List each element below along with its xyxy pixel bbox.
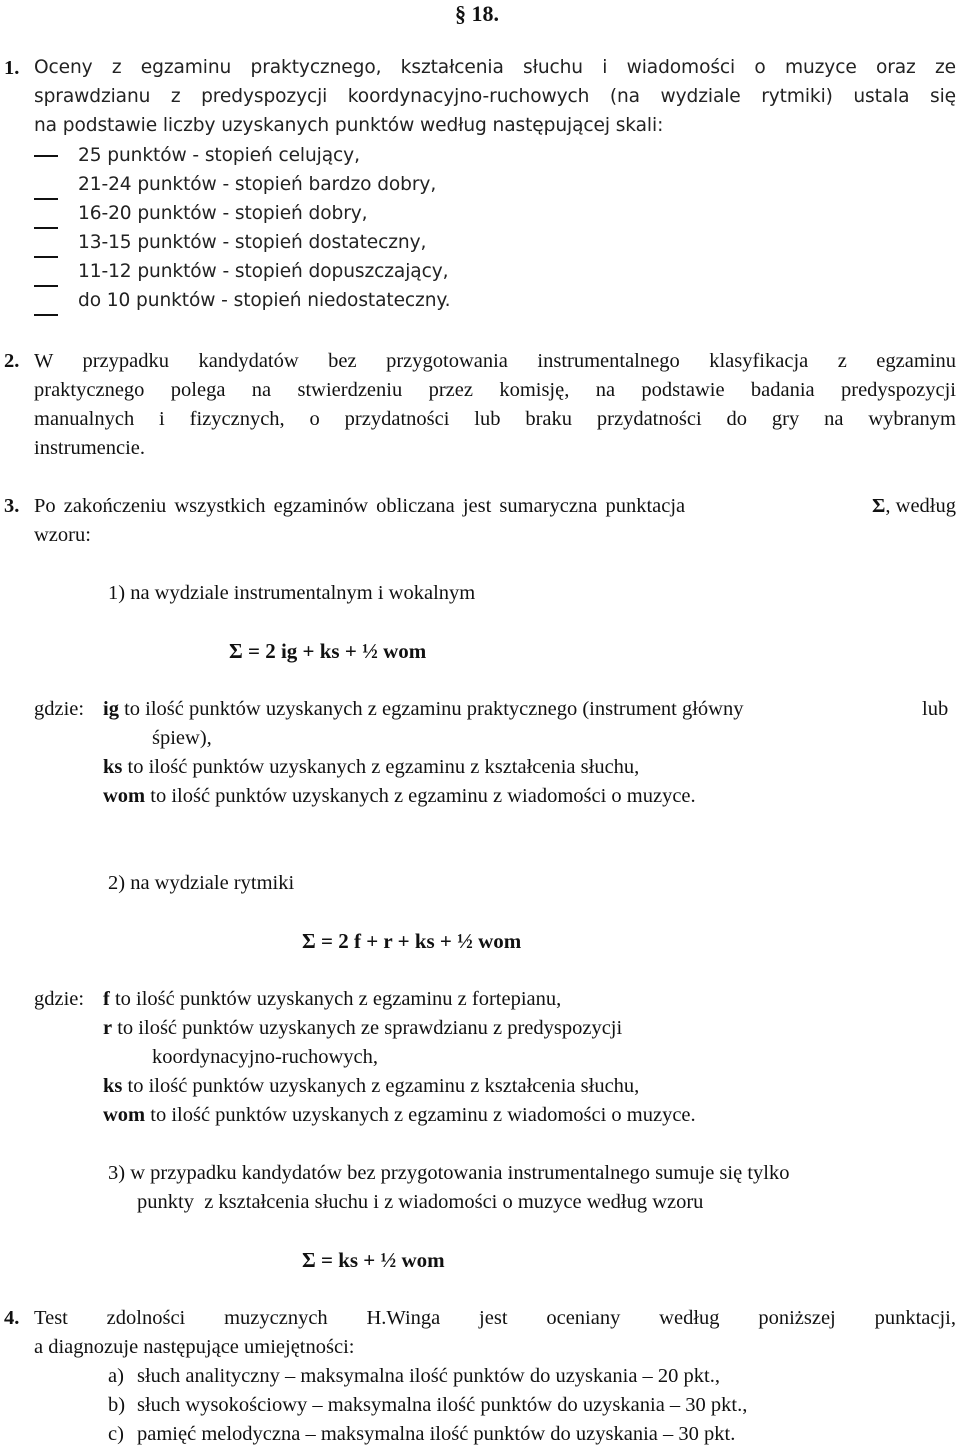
list-marker: c) (108, 1423, 124, 1445)
point-2-line-1: W przypadku kandydatów bez przygotowania instrumentalnego klasyfikacja z egzaminu (34, 350, 956, 372)
sub-1-heading: 1) na wydziale instrumentalnym i wokalnym (108, 582, 476, 604)
gdzie-label: gdzie: (34, 698, 85, 720)
list-marker: a) (108, 1365, 124, 1387)
point-3-line-2: wzoru: (34, 524, 91, 546)
point-4-number: 4. (4, 1307, 20, 1329)
point-1-number: 1. (4, 57, 20, 79)
point-2-line-2: praktycznego polega na stwierdzeniu przez komisję, na podstawie badania predyspozycji (34, 379, 956, 401)
point-3-line-1 (34, 496, 956, 517)
scale-dash (34, 227, 58, 229)
scale-dash (34, 285, 58, 287)
list-marker: b) (108, 1394, 126, 1416)
scale-dash (34, 198, 58, 200)
term: f (103, 988, 110, 1010)
scale-item: 25 punktów - stopień celujący, (78, 145, 360, 166)
term: ks (103, 756, 123, 778)
scale-dash (34, 314, 58, 316)
definition-wom: wom to ilość punktów uzyskanych z egzaminu z wiadomości o muzyce. (103, 1104, 696, 1126)
point-3-number: 3. (4, 495, 20, 517)
point-3-text: Po zakończeniu wszystkich egzaminów obliczana jest sumaryczna punktacja (34, 495, 686, 517)
point-2-line-3: manualnych i fizycznych, o przydatności lub braku przydatności do gry na wybranym (34, 408, 956, 430)
section-number: § 18. (455, 1, 499, 26)
term: ig (103, 698, 119, 720)
sub-3-line-1: 3) w przypadku kandydatów bez przygotowania instrumentalnego sumuje się tylko (108, 1162, 790, 1184)
point-4-line-1: Test zdolności muzycznych H.Winga jest oceniany według poniższej punktacji, (34, 1307, 956, 1329)
scale-dash (34, 256, 58, 258)
formula-3: Σ = ks + ½ wom (302, 1248, 445, 1272)
term: ks (103, 1075, 123, 1097)
scale-item: 13-15 punktów - stopień dostateczny, (78, 232, 427, 253)
list-item: pamięć melodyczna – maksymalna ilość punktów do uzyskania – 30 pkt. (137, 1423, 736, 1445)
point-2-number: 2. (4, 350, 20, 372)
scale-dash (34, 155, 58, 157)
list-item: słuch wysokościowy – maksymalna ilość punktów do uzyskania – 30 pkt., (137, 1394, 748, 1416)
scale-item: do 10 punktów - stopień niedostateczny. (78, 290, 451, 311)
sigma-symbol: Σ (871, 495, 886, 517)
list-item: słuch analityczny – maksymalna ilość punktów do uzyskania – 20 pkt., (137, 1365, 720, 1387)
definition-f: f to ilość punktów uzyskanych z egzaminu z fortepianu, (103, 988, 562, 1010)
point-4-line-2: a diagnozuje następujące umiejętności: (34, 1336, 355, 1358)
point-1-line-2: sprawdzianu z predyspozycji koordynacyjno-ruchowych (na wydziale rytmiki) ustala się (34, 86, 956, 107)
point-1-line-1: Oceny z egzaminu praktycznego, kształcenia słuchu i wiadomości o muzyce oraz ze (34, 57, 956, 78)
definition-ig: ig to ilość punktów uzyskanych z egzaminu praktycznego (instrument główny (103, 698, 744, 720)
term: wom (103, 1104, 146, 1126)
point-1-line-3: na podstawie liczby uzyskanych punktów według następującej skali: (34, 115, 664, 136)
definition-continuation: koordynacyjno-ruchowych, (152, 1046, 379, 1068)
sub-3-line-2: punkty z kształcenia słuchu i z wiadomości o muzyce według wzoru (137, 1191, 704, 1213)
term: wom (103, 785, 146, 807)
sub-2-heading: 2) na wydziale rytmiki (108, 872, 295, 894)
definition-continuation: śpiew), (152, 727, 212, 749)
gdzie-label: gdzie: (34, 988, 85, 1010)
term: r (103, 1017, 113, 1039)
formula-1: Σ = 2 ig + ks + ½ wom (229, 639, 427, 663)
definition-ks: ks to ilość punktów uzyskanych z egzaminu z kształcenia słuchu, (103, 1075, 640, 1097)
scale-item: 21-24 punktów - stopień bardzo dobry, (78, 174, 437, 195)
definition-ks: ks to ilość punktów uzyskanych z egzaminu z kształcenia słuchu, (103, 756, 640, 778)
definition-tail: lub (922, 698, 949, 720)
formula-2: Σ = 2 f + r + ks + ½ wom (302, 929, 522, 953)
point-3-text-tail: , według (885, 495, 956, 517)
definition-wom: wom to ilość punktów uzyskanych z egzaminu z wiadomości o muzyce. (103, 785, 696, 807)
scale-item: 11-12 punktów - stopień dopuszczający, (78, 261, 449, 282)
definition-r: r to ilość punktów uzyskanych ze sprawdzianu z predyspozycji (103, 1017, 623, 1039)
scale-item: 16-20 punktów - stopień dobry, (78, 203, 368, 224)
point-2-line-4: instrumencie. (34, 437, 146, 459)
